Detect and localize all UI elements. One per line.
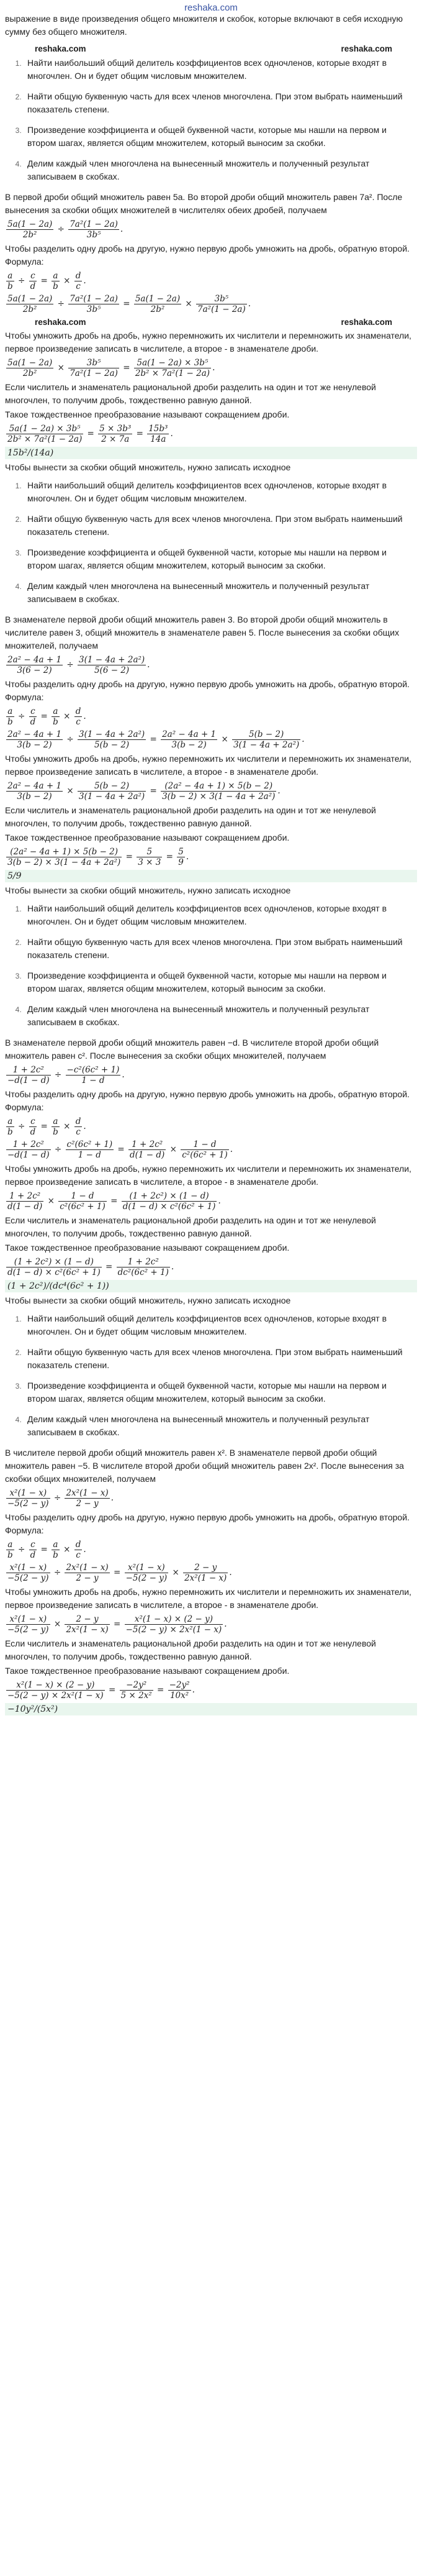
- step-3: 3. Произведение коэффициента и общей буквенной части, которые мы нашли на первом и втором шагах, является общим множителем, который выносим за скобки.: [24, 969, 417, 995]
- math-expression: $\frac{\text{2a² − 4a + 1}}{3(6 - 2)}$ ÷ $\frac{\text{3(1 − 4a + 2a²)}}{5(6 - 2)}$ .: [7, 655, 150, 675]
- step-3: 3. Произведение коэффициента и общей буквенной части, которые мы нашли на первом и втором шагах, является общим множителем, который выносим за скобки.: [24, 124, 417, 150]
- step-2: 2. Найти общую буквенную часть для всех членов многочлена. При этом выбрать наименьший показатель степени.: [24, 936, 417, 962]
- multiply-rule: Чтобы умножить дробь на дробь, нужно перемножить их числители и перемножить их знаменатели, первое произведение записать в числителе, а второе - в знаменателе дроби.: [5, 754, 411, 777]
- explain-text: В первой дроби общий множитель равен 5a. Во второй дроби общий множитель равен 7a². После вынесения за скобки общих множителей в числителях обеих дробей, получаем: [5, 192, 403, 215]
- step-2: 2. Найти общую буквенную часть для всех членов многочлена. При этом выбрать наименьший показатель степени.: [24, 513, 417, 539]
- formula: $\frac{a}{b}$ ÷ $\frac{c}{d}$ = $\frac{a}{b}$ × $\frac{d}{c}$ .: [7, 271, 86, 291]
- divide-rule: Чтобы разделить одну дробь на другую, нужно первую дробь умножить на дробь, обратную второй. Формула:: [5, 1089, 410, 1112]
- step-2: 2. Найти общую буквенную часть для всех членов многочлена. При этом выбрать наименьший показатель степени.: [24, 1346, 417, 1372]
- reduce-rule: Если числитель и знаменатель рациональной дроби разделить на один и тот же ненулевой многочлен, то получим дробь, тождественно равную данной.: [5, 1215, 376, 1238]
- reduce-name: Такое тождественное преобразование называют сокращением дроби.: [5, 1243, 290, 1253]
- section-2: [5, 479, 417, 897]
- math-expression: $\frac{\text{x²(1 − x)}}{-5(2 - y)}$ × $\frac{2 - y}{\text{2x²(1 − x)}}$ = $\frac{\text{x²(1 − x) × (2 − y)}}{\text{−5(2 − y) × 2x²(1 − x)}}$ .: [7, 1614, 227, 1635]
- math-expression: $\frac{5a(1 - 2a)}{\text{2b²}}$ ÷ $\frac{\text{7a²(1 − 2a)}}{\text{3b⁵}}$ = $\frac{5a(1 - 2a)}{\text{2b²}}$ × $\frac{\text{3b⁵}}{\text{7a²(1 − 2a)}}$ .: [7, 294, 251, 314]
- factor-rule: Чтобы вынести за скобки общий множитель, нужно записать исходное: [5, 462, 291, 472]
- math-expression: $\frac{\text{5a(1 − 2a) × 3b⁵}}{\text{2b² × 7a²(1 − 2a)}}$ = $\frac{\text{5 × 3b³}}{2 \times 7a}$ = $\frac{\text{15b³}}{14a}$ .: [7, 424, 173, 444]
- result-box: 15b²/(14a): [5, 447, 417, 459]
- math-expression: $\frac{\text{2a² − 4a + 1}}{3(b - 2)}$ × $\frac{5(b - 2)}{\text{3(1 − 4a + 2a²)}}$ = $\frac{\text{(2a² − 4a + 1) × 5(b − 2)}}{\text{3(b − 2) × 3(1 − 4a + 2a²)}}$ .: [7, 781, 281, 802]
- step-4: 4. Делим каждый член многочлена на вынесенный множитель и полученный результат записываем в скобках.: [24, 1003, 417, 1029]
- section-4: [5, 1312, 417, 1715]
- site-header[interactable]: reshaka.com: [184, 2, 238, 13]
- reduce-name: Такое тождественное преобразование называют сокращением дроби.: [5, 833, 290, 843]
- explain-text: В знаменателе первой дроби общий множитель равен 3. Во второй дроби общий множитель в числителе равен 3, общий множитель в знаменателе равен 5. После вынесения за скобки общих множителей, получаем: [5, 614, 400, 651]
- section-1: [5, 43, 417, 474]
- reduce-rule: Если числитель и знаменатель рациональной дроби разделить на один и тот же ненулевой многочлен, то получим дробь, тождественно равную данной.: [5, 805, 376, 828]
- watermark: reshaka.com: [35, 317, 86, 327]
- math-expression: $\frac{5a(1 - 2a)}{\text{2b²}}$ × $\frac{\text{3b⁵}}{\text{7a²(1 − 2a)}}$ = $\frac{\text{5a(1 − 2a) × 3b⁵}}{\text{2b² × 7a²(1 − 2a)}}$ .: [7, 358, 215, 378]
- result-box: (1 + 2c²)/(dc⁴(6c² + 1)): [5, 1280, 417, 1292]
- math-expression: $\frac{\text{(1 + 2c²) × (1 − d)}}{\text{d(1 − d) × c²(6c² + 1)}}$ = $\frac{\text{1 + 2c²}}{\text{dc²(6c² + 1)}}$ .: [7, 1257, 174, 1277]
- step-4: 4. Делим каждый член многочлена на вынесенный множитель и полученный результат записываем в скобках.: [24, 580, 417, 606]
- math-expression: $\frac{\text{1 + 2c²}}{d(1 - d)}$ × $\frac{1 - d}{\text{c²(6c² + 1)}}$ = $\frac{\text{(1 + 2c²) × (1 − d)}}{\text{d(1 − d) × c²(6c² + 1)}}$ .: [7, 1191, 221, 1212]
- steps-list: [5, 902, 417, 1029]
- math-expression: $\frac{5a(1 - 2a)}{\text{2b²}}$ ÷ $\frac{\text{7a²(1 − 2a)}}{\text{3b⁵}}$ .: [7, 219, 123, 240]
- steps-list: [5, 57, 417, 183]
- multiply-rule: Чтобы умножить дробь на дробь, нужно перемножить их числители и перемножить их знаменатели, первое произведение записать в числителе, а второе - в знаменателе дроби.: [5, 1164, 411, 1187]
- math-expression: $\frac{\text{2a² − 4a + 1}}{3(b - 2)}$ ÷ $\frac{\text{3(1 − 4a + 2a²)}}{5(b - 2)}$ = $\frac{\text{2a² − 4a + 1}}{3(b - 2)}$ × $\frac{5(b - 2)}{\text{3(1 − 4a + 2a²)}}$ .: [7, 729, 305, 750]
- math-expression: $\frac{\text{(2a² − 4a + 1) × 5(b − 2)}}{\text{3(b − 2) × 3(1 − 4a + 2a²)}}$ = $\frac{5}{3 \times 3}$ = $\frac{5}{9}$ .: [7, 847, 189, 867]
- steps-list: [5, 479, 417, 606]
- result-box: 5/9: [5, 870, 417, 882]
- multiply-rule: Чтобы умножить дробь на дробь, нужно перемножить их числители и перемножить их знаменатели, первое произведение записать в числителе, а второе - в знаменателе дроби.: [5, 331, 411, 354]
- multiply-rule: Чтобы умножить дробь на дробь, нужно перемножить их числители и перемножить их знаменатели, первое произведение записать в числителе, а второе - в знаменателе дроби.: [5, 1587, 411, 1610]
- math-expression: $\frac{\text{1 + 2c²}}{-d(1 - d)}$ ÷ $\frac{\text{−c²(6c² + 1)}}{1 - d}$ .: [7, 1065, 125, 1085]
- reduce-name: Такое тождественное преобразование называют сокращением дроби.: [5, 409, 290, 419]
- step-1: 1. Найти наибольший общий делитель коэффициентов всех одночленов, которые входят в многочлен. Он и будет общим числовым множителем.: [24, 479, 417, 505]
- reduce-name: Такое тождественное преобразование называют сокращением дроби.: [5, 1666, 290, 1676]
- step-1: 1. Найти наибольший общий делитель коэффициентов всех одночленов, которые входят в многочлен. Он и будет общим числовым множителем.: [24, 1312, 417, 1338]
- factor-rule: Чтобы вынести за скобки общий множитель, нужно записать исходное: [5, 885, 291, 895]
- step-4: 4. Делим каждый член многочлена на вынесенный множитель и полученный результат записываем в скобках.: [24, 1413, 417, 1439]
- divide-rule: Чтобы разделить одну дробь на другую, нужно первую дробь умножить на дробь, обратную второй. Формула:: [5, 1512, 410, 1535]
- steps-list: [5, 1312, 417, 1439]
- watermark: reshaka.com: [35, 44, 86, 53]
- math-expression: $\frac{\text{x²(1 − x)}}{-5(2 - y)}$ ÷ $\frac{\text{2x²(1 − x)}}{2 - y}$ = $\frac{\text{x²(1 − x)}}{-5(2 - y)}$ × $\frac{2 - y}{\text{2x²(1 − x)}}$ .: [7, 1563, 232, 1583]
- intro-text: выражение в виде произведения общего множителя и скобок, которые включают в себя исходную сумму без общего множителя.: [5, 14, 403, 37]
- math-expression: $\frac{\text{x²(1 − x) × (2 − y)}}{\text{−5(2 − y) × 2x²(1 − x)}}$ = $\frac{\text{−2y²}}{\text{5 × 2x²}}$ = $\frac{\text{−2y²}}{\text{10x²}}$ .: [7, 1680, 195, 1701]
- explain-text: В знаменателе первой дроби общий множитель равен −d. В числителе второй дроби общий множитель равен c². После вынесения за скобки общих множителей, получаем: [5, 1038, 379, 1061]
- formula: $\frac{a}{b}$ ÷ $\frac{c}{d}$ = $\frac{a}{b}$ × $\frac{d}{c}$ .: [7, 1117, 86, 1137]
- watermark: reshaka.com: [341, 44, 392, 53]
- step-1: 1. Найти наибольший общий делитель коэффициентов всех одночленов, которые входят в многочлен. Он и будет общим числовым множителем.: [24, 902, 417, 928]
- divide-rule: Чтобы разделить одну дробь на другую, нужно первую дробь умножить на дробь, обратную второй. Формула:: [5, 244, 410, 267]
- math-expression: $\frac{\text{x²(1 − x)}}{-5(2 - y)}$ ÷ $\frac{\text{2x²(1 − x)}}{2 - y}$ .: [7, 1488, 114, 1509]
- step-4: 4. Делим каждый член многочлена на вынесенный множитель и полученный результат записываем в скобках.: [24, 157, 417, 183]
- factor-rule: Чтобы вынести за скобки общий множитель, нужно записать исходное: [5, 1295, 291, 1305]
- reduce-rule: Если числитель и знаменатель рациональной дроби разделить на один и тот же ненулевой многочлен, то получим дробь, тождественно равную данной.: [5, 1638, 376, 1661]
- formula: $\frac{a}{b}$ ÷ $\frac{c}{d}$ = $\frac{a}{b}$ × $\frac{d}{c}$ .: [7, 1540, 86, 1560]
- reduce-rule: Если числитель и знаменатель рациональной дроби разделить на один и тот же ненулевой многочлен, то получим дробь, тождественно равную данной.: [5, 382, 376, 405]
- section-3: [5, 902, 417, 1307]
- divide-rule: Чтобы разделить одну дробь на другую, нужно первую дробь умножить на дробь, обратную второй. Формула:: [5, 679, 410, 702]
- math-expression: $\frac{\text{1 + 2c²}}{-d(1 - d)}$ ÷ $\frac{\text{c²(6c² + 1)}}{1 - d}$ = $\frac{\text{1 + 2c²}}{d(1 - d)}$ × $\frac{1 - d}{\text{c²(6c² + 1)}}$ .: [7, 1140, 233, 1160]
- step-1: 1. Найти наибольший общий делитель коэффициентов всех одночленов, которые входят в многочлен. Он и будет общим числовым множителем.: [24, 57, 417, 83]
- step-2: 2. Найти общую буквенную часть для всех членов многочлена. При этом выбрать наименьший показатель степени.: [24, 90, 417, 116]
- step-3: 3. Произведение коэффициента и общей буквенной части, которые мы нашли на первом и втором шагах, является общим множителем, который выносим за скобки.: [24, 1379, 417, 1405]
- result-box: −10y²/(5x²): [5, 1703, 417, 1715]
- formula: $\frac{a}{b}$ ÷ $\frac{c}{d}$ = $\frac{a}{b}$ × $\frac{d}{c}$ .: [7, 706, 86, 727]
- watermark: reshaka.com: [341, 317, 392, 327]
- step-3: 3. Произведение коэффициента и общей буквенной части, которые мы нашли на первом и втором шагах, является общим множителем, который выносим за скобки.: [24, 546, 417, 572]
- explain-text: В числителе первой дроби общий множитель равен x². В знаменателе первой дроби общий множитель равен −5. В числителе второй дроби общий множитель равен 2x². После вынесения за скобки общих множителей, получаем: [5, 1448, 404, 1484]
